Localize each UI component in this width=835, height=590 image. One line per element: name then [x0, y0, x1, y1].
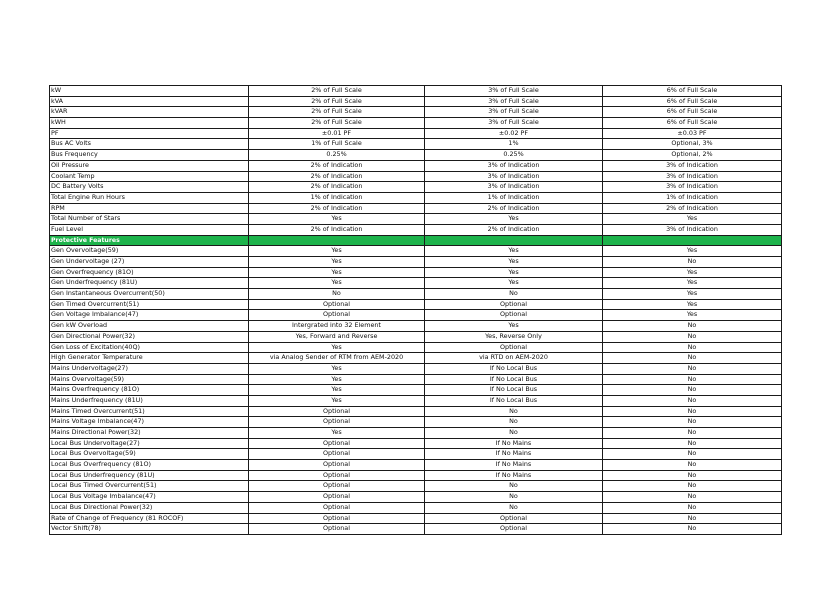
value-cell: No: [603, 428, 782, 439]
value-cell: Yes: [425, 246, 603, 257]
value-cell: 3% of Full Scale: [425, 107, 603, 118]
value-cell: 6% of Full Scale: [603, 107, 782, 118]
value-cell: Yes: [425, 267, 603, 278]
value-cell: Intergrated into 32 Element: [249, 321, 425, 332]
row-label-cell: Bus Frequency: [50, 150, 249, 161]
row-label-cell: Mains Directional Power(32): [50, 428, 249, 439]
table-row: [50, 128, 782, 139]
row-label-cell: kVA: [50, 96, 249, 107]
row-label-cell: Mains Undervoltage(27): [50, 363, 249, 374]
spec-sheet: [49, 85, 782, 535]
value-cell: No: [603, 353, 782, 364]
table-row: [50, 96, 782, 107]
value-cell: Yes: [249, 395, 425, 406]
value-cell: No: [425, 417, 603, 428]
value-cell: 2% of Indication: [425, 203, 603, 214]
section-title: Protective Features: [50, 235, 249, 246]
table-row: [50, 214, 782, 225]
row-label-cell: Mains Timed Overcurrent(51): [50, 406, 249, 417]
comparison-table-body: [50, 86, 782, 535]
value-cell: Yes: [249, 278, 425, 289]
row-label-cell: Gen kW Overload: [50, 321, 249, 332]
value-cell: No: [603, 502, 782, 513]
value-cell: Yes: [249, 267, 425, 278]
value-cell: Optional, 3%: [603, 139, 782, 150]
value-cell: 3% of Full Scale: [425, 86, 603, 97]
value-cell: No: [603, 331, 782, 342]
value-cell: 3% of Indication: [603, 160, 782, 171]
value-cell: Optional: [249, 502, 425, 513]
value-cell: 3% of Indication: [603, 171, 782, 182]
value-cell: No: [603, 374, 782, 385]
row-label-cell: Gen Loss of Excitation(40Q): [50, 342, 249, 353]
value-cell: 6% of Full Scale: [603, 118, 782, 129]
value-cell: 0.25%: [425, 150, 603, 161]
table-row: [50, 428, 782, 439]
value-cell: Optional, 2%: [603, 150, 782, 161]
value-cell: No: [603, 385, 782, 396]
row-label-cell: Rate of Change of Frequency (81 ROCOF): [50, 513, 249, 524]
table-row: [50, 224, 782, 235]
value-cell: No: [425, 289, 603, 300]
value-cell: No: [603, 438, 782, 449]
value-cell: No: [425, 502, 603, 513]
row-label-cell: Mains Overvoltage(59): [50, 374, 249, 385]
row-label-cell: kW: [50, 86, 249, 97]
value-cell: 1% of Indication: [425, 192, 603, 203]
value-cell: No: [603, 395, 782, 406]
value-cell: 1% of Indication: [249, 192, 425, 203]
row-label-cell: Coolant Temp: [50, 171, 249, 182]
row-label-cell: Fuel Level: [50, 224, 249, 235]
row-label-cell: Local Bus Overfrequency (81O): [50, 460, 249, 471]
value-cell: 2% of Indication: [249, 182, 425, 193]
value-cell: 2% of Full Scale: [249, 96, 425, 107]
value-cell: ±0.01 PF: [249, 128, 425, 139]
value-cell: If No Mains: [425, 438, 603, 449]
value-cell: If No Local Bus: [425, 374, 603, 385]
value-cell: No: [603, 513, 782, 524]
table-row: [50, 246, 782, 257]
value-cell: Optional: [249, 481, 425, 492]
value-cell: No: [603, 257, 782, 268]
row-label-cell: RPM: [50, 203, 249, 214]
row-label-cell: Gen Directional Power(32): [50, 331, 249, 342]
value-cell: ±0.02 PF: [425, 128, 603, 139]
table-row: [50, 492, 782, 503]
value-cell: 1% of Full Scale: [249, 139, 425, 150]
table-row: [50, 331, 782, 342]
table-row: [50, 321, 782, 332]
row-label-cell: Gen Instantaneous Overcurrent(50): [50, 289, 249, 300]
value-cell: Yes: [603, 246, 782, 257]
section-fill-cell: [425, 235, 603, 246]
table-row: [50, 299, 782, 310]
table-row: [50, 363, 782, 374]
table-row: [50, 481, 782, 492]
value-cell: No: [425, 406, 603, 417]
row-label-cell: High Generator Temperature: [50, 353, 249, 364]
section-fill-cell: [603, 235, 782, 246]
value-cell: Optional: [249, 492, 425, 503]
value-cell: Yes: [603, 299, 782, 310]
value-cell: 2% of Indication: [249, 171, 425, 182]
table-row: [50, 86, 782, 97]
value-cell: Yes: [249, 214, 425, 225]
value-cell: 3% of Indication: [425, 182, 603, 193]
table-row: [50, 417, 782, 428]
table-row: [50, 267, 782, 278]
table-row: [50, 160, 782, 171]
table-row: [50, 438, 782, 449]
value-cell: No: [603, 470, 782, 481]
value-cell: 3% of Indication: [425, 160, 603, 171]
table-row: [50, 502, 782, 513]
row-label-cell: Vector Shift(78): [50, 524, 249, 535]
table-row: [50, 192, 782, 203]
value-cell: 3% of Indication: [603, 224, 782, 235]
value-cell: Yes: [425, 278, 603, 289]
value-cell: 2% of Full Scale: [249, 107, 425, 118]
table-row: [50, 150, 782, 161]
comparison-table: [49, 85, 782, 535]
table-row: [50, 470, 782, 481]
row-label-cell: Local Bus Underfrequency (81U): [50, 470, 249, 481]
value-cell: Yes: [603, 278, 782, 289]
value-cell: Optional: [249, 470, 425, 481]
table-row: [50, 524, 782, 535]
value-cell: 2% of Full Scale: [249, 118, 425, 129]
row-label-cell: Gen Undervoltage (27): [50, 257, 249, 268]
value-cell: ±0.03 PF: [603, 128, 782, 139]
value-cell: Optional: [249, 417, 425, 428]
value-cell: If No Local Bus: [425, 363, 603, 374]
value-cell: 1% of Indication: [603, 192, 782, 203]
value-cell: 2% of Indication: [249, 224, 425, 235]
value-cell: Optional: [249, 438, 425, 449]
value-cell: Yes: [603, 310, 782, 321]
value-cell: Optional: [249, 299, 425, 310]
value-cell: No: [603, 481, 782, 492]
value-cell: No: [425, 492, 603, 503]
value-cell: Yes, Forward and Reverse: [249, 331, 425, 342]
row-label-cell: Mains Underfrequency (81U): [50, 395, 249, 406]
value-cell: Optional: [249, 524, 425, 535]
value-cell: No: [603, 524, 782, 535]
value-cell: 3% of Full Scale: [425, 96, 603, 107]
value-cell: Optional: [425, 342, 603, 353]
value-cell: 3% of Indication: [603, 182, 782, 193]
table-row: [50, 342, 782, 353]
value-cell: Yes: [603, 289, 782, 300]
table-row: [50, 118, 782, 129]
value-cell: 2% of Indication: [603, 203, 782, 214]
value-cell: via RTD on AEM-2020: [425, 353, 603, 364]
value-cell: Yes: [249, 363, 425, 374]
value-cell: 3% of Indication: [425, 171, 603, 182]
row-label-cell: Gen Underfrequency (81U): [50, 278, 249, 289]
value-cell: Yes: [249, 246, 425, 257]
value-cell: Optional: [249, 513, 425, 524]
value-cell: 6% of Full Scale: [603, 96, 782, 107]
table-row: [50, 182, 782, 193]
value-cell: Yes: [249, 428, 425, 439]
table-row: [50, 257, 782, 268]
value-cell: Optional: [249, 406, 425, 417]
value-cell: No: [249, 289, 425, 300]
value-cell: Yes: [425, 214, 603, 225]
row-label-cell: Gen Voltage Imbalance(47): [50, 310, 249, 321]
table-row: [50, 203, 782, 214]
table-row: [50, 449, 782, 460]
value-cell: No: [603, 492, 782, 503]
row-label-cell: DC Battery Volts: [50, 182, 249, 193]
value-cell: 2% of Indication: [249, 160, 425, 171]
value-cell: If No Mains: [425, 449, 603, 460]
section-fill-cell: [249, 235, 425, 246]
value-cell: No: [425, 428, 603, 439]
value-cell: Optional: [425, 524, 603, 535]
value-cell: No: [603, 417, 782, 428]
value-cell: 2% of Full Scale: [249, 86, 425, 97]
table-row: [50, 374, 782, 385]
row-label-cell: Bus AC Volts: [50, 139, 249, 150]
table-row: [50, 460, 782, 471]
value-cell: No: [603, 342, 782, 353]
value-cell: 2% of Indication: [425, 224, 603, 235]
value-cell: Optional: [425, 513, 603, 524]
value-cell: 0.25%: [249, 150, 425, 161]
value-cell: Optional: [249, 460, 425, 471]
table-row: [50, 353, 782, 364]
row-label-cell: Local Bus Voltage Imbalance(47): [50, 492, 249, 503]
value-cell: If No Mains: [425, 470, 603, 481]
row-label-cell: Gen Overvoltage(59): [50, 246, 249, 257]
table-row: [50, 139, 782, 150]
value-cell: 3% of Full Scale: [425, 118, 603, 129]
value-cell: via Analog Sender of RTM from AEM-2020: [249, 353, 425, 364]
value-cell: If No Local Bus: [425, 395, 603, 406]
value-cell: No: [603, 321, 782, 332]
value-cell: No: [603, 406, 782, 417]
row-label-cell: Total Number of Stars: [50, 214, 249, 225]
table-row: [50, 406, 782, 417]
value-cell: Yes: [249, 342, 425, 353]
row-label-cell: Gen Overfrequency (81O): [50, 267, 249, 278]
row-label-cell: kWH: [50, 118, 249, 129]
table-row: [50, 278, 782, 289]
value-cell: Optional: [249, 310, 425, 321]
value-cell: Optional: [249, 449, 425, 460]
value-cell: Yes: [425, 321, 603, 332]
row-label-cell: Total Engine Run Hours: [50, 192, 249, 203]
row-label-cell: Local Bus Directional Power(32): [50, 502, 249, 513]
row-label-cell: Local Bus Undervoltage(27): [50, 438, 249, 449]
value-cell: Yes: [249, 385, 425, 396]
table-row: [50, 310, 782, 321]
value-cell: Yes: [249, 374, 425, 385]
value-cell: Yes: [425, 257, 603, 268]
row-label-cell: Gen Timed Overcurrent(51): [50, 299, 249, 310]
value-cell: If No Mains: [425, 460, 603, 471]
row-label-cell: Local Bus Timed Overcurrent(51): [50, 481, 249, 492]
value-cell: No: [425, 481, 603, 492]
value-cell: Yes, Reverse Only: [425, 331, 603, 342]
row-label-cell: kVAR: [50, 107, 249, 118]
row-label-cell: Local Bus Overvoltage(59): [50, 449, 249, 460]
value-cell: 1%: [425, 139, 603, 150]
row-label-cell: Mains Overfrequency (81O): [50, 385, 249, 396]
table-row: [50, 171, 782, 182]
value-cell: No: [603, 363, 782, 374]
row-label-cell: Oil Pressure: [50, 160, 249, 171]
value-cell: 6% of Full Scale: [603, 86, 782, 97]
table-row: [50, 289, 782, 300]
value-cell: No: [603, 460, 782, 471]
value-cell: Optional: [425, 310, 603, 321]
row-label-cell: Mains Voltage Imbalance(47): [50, 417, 249, 428]
table-row: [50, 513, 782, 524]
value-cell: Yes: [603, 267, 782, 278]
table-row: [50, 385, 782, 396]
row-label-cell: PF: [50, 128, 249, 139]
value-cell: Yes: [603, 214, 782, 225]
table-row: [50, 395, 782, 406]
value-cell: Yes: [249, 257, 425, 268]
table-row: [50, 107, 782, 118]
value-cell: 2% of Indication: [249, 203, 425, 214]
value-cell: No: [603, 449, 782, 460]
value-cell: Optional: [425, 299, 603, 310]
section-header-row: [50, 235, 782, 246]
value-cell: If No Local Bus: [425, 385, 603, 396]
